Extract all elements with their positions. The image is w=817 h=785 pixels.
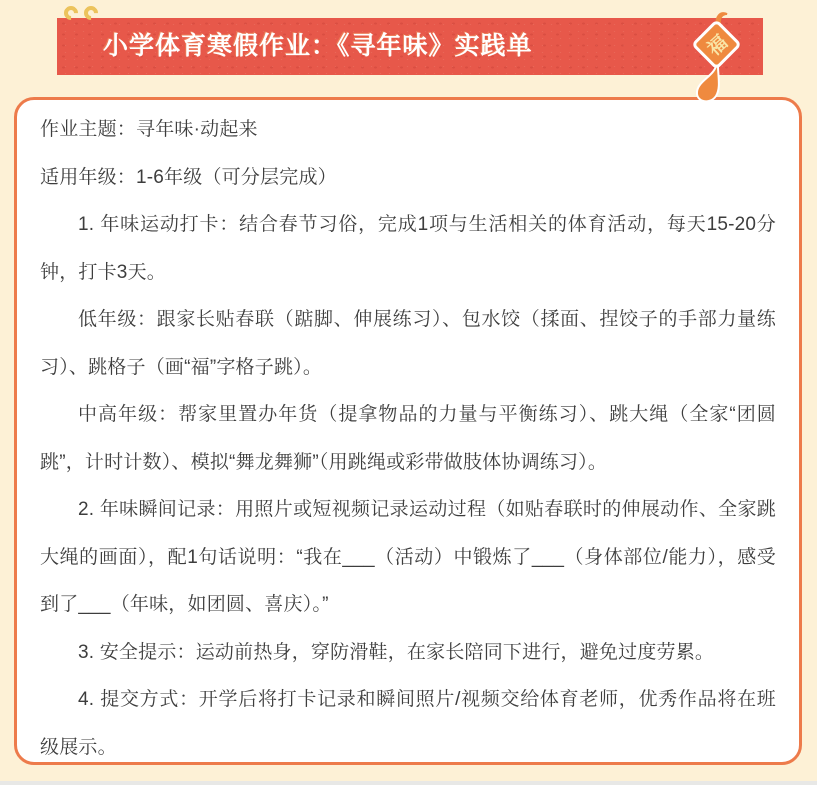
paragraph: 适用年级：1-6年级（可分层完成） (40, 166, 337, 188)
paragraph: 作业主题：寻年味·动起来 (40, 119, 258, 140)
fu-knot-svg (686, 6, 748, 110)
fu-character: 福 (703, 31, 732, 61)
quote-decoration (64, 6, 98, 20)
paragraph: 3. 安全提示：运动前热身，穿防滑鞋，在家长陪同下进行，避免过度劳累。 (78, 641, 715, 663)
content-card (14, 97, 802, 765)
paragraph: 1. 年味运动打卡：结合春节习俗，完成1项与生活相关的体育活动，每天15-20分钟，打卡3天。 (40, 214, 776, 283)
paragraph: 低年级：跟家长贴春联（踮脚、伸展练习）、包水饺（揉面、捏饺子的手部力量练习）、跳格子（画“福”字格子跳）。 (40, 309, 776, 378)
page-title: 小学体育寒假作业：《寻年味》实践单 (103, 32, 533, 60)
paragraph-list (40, 106, 776, 765)
paragraph: 4. 提交方式：开学后将打卡记录和瞬间照片/视频交给体育老师，优秀作品将在班级展示。 (40, 689, 776, 758)
fu-knot-icon (686, 6, 748, 115)
paragraph: 2. 年味瞬间记录：用照片或短视频记录运动过程（如贴春联时的伸展动作、全家跳大绳的画面），配1句话说明：“我在___（活动）中锻炼了___（身体部位/能力），感受到了___（年味，如团圆、喜庆）。” (40, 499, 776, 615)
paragraph: 中高年级：帮家里置办年货（提拿物品的力量与平衡练习）、跳大绳（全家“团圆跳”，计时计数）、模拟“舞龙舞狮”（用跳绳或彩带做肢体协调练习）。 (40, 404, 776, 473)
page-bottom-edge (0, 781, 817, 785)
quote-mark-icon (81, 3, 101, 23)
quote-mark-icon (61, 3, 81, 23)
header-banner (57, 18, 763, 75)
